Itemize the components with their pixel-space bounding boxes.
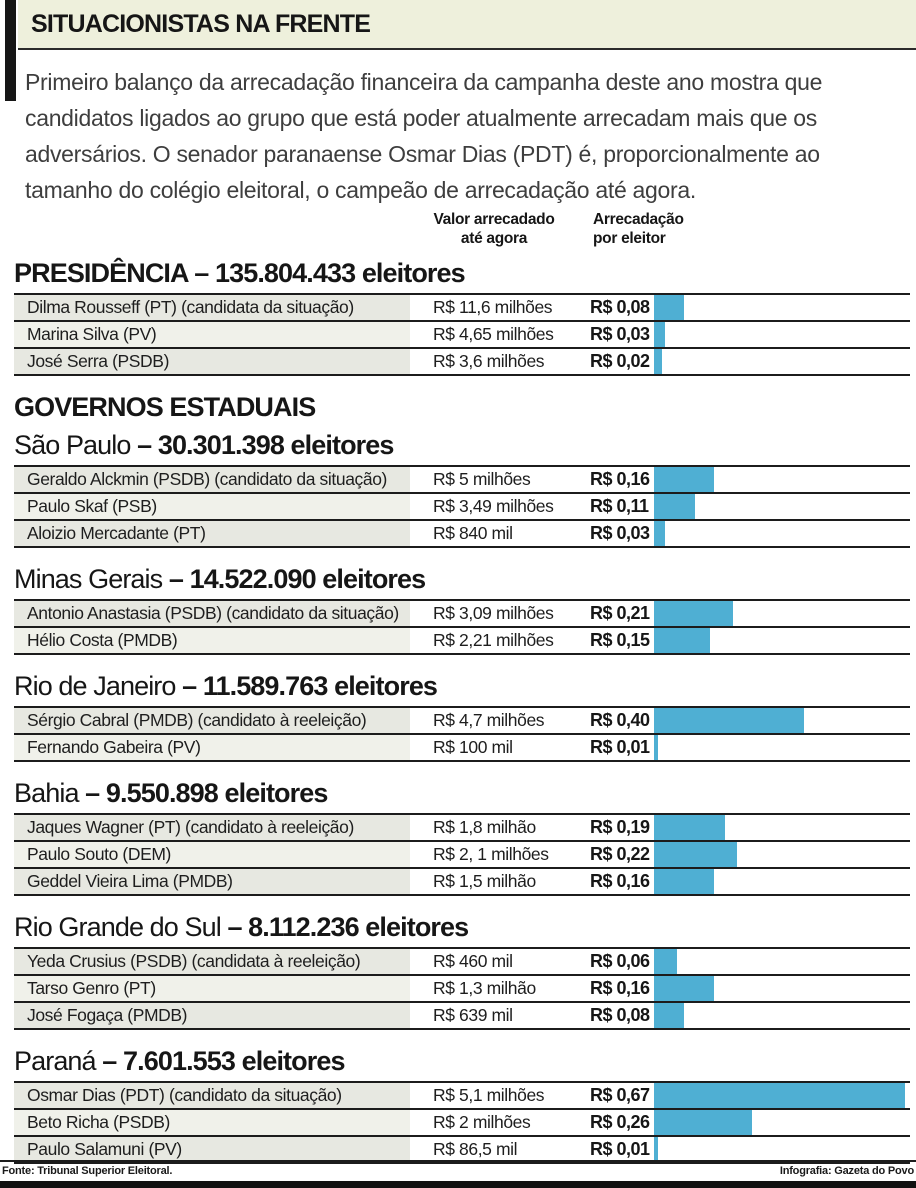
footer-credit: Infografia: Gazeta do Povo	[779, 1165, 914, 1177]
table-row	[14, 949, 910, 976]
section-heading	[14, 671, 910, 701]
states-slot	[0, 430, 916, 1164]
bar-track	[654, 815, 910, 840]
section-heading	[14, 1046, 910, 1076]
section-electorate: 14.522.090 eleitores	[189, 564, 426, 594]
per-voter-value: R$ 0,22	[590, 844, 650, 864]
table-row	[14, 601, 910, 628]
section-rows	[14, 947, 910, 1030]
section-electorate: 9.550.898 eleitores	[105, 778, 328, 808]
bar-track	[654, 349, 910, 374]
table-row	[14, 708, 910, 735]
per-voter-bar	[654, 1137, 658, 1162]
per-voter-value: R$ 0,08	[590, 297, 650, 317]
left-accent-bar	[5, 0, 16, 101]
candidate-name: Fernando Gabeira (PV)	[14, 735, 410, 760]
bar-track	[654, 467, 910, 492]
per-voter-bar	[654, 295, 684, 320]
candidate-name: Osmar Dias (PDT) (candidato da situação)	[14, 1083, 410, 1108]
section-heading	[14, 564, 910, 594]
table-row	[14, 1110, 910, 1137]
footer-source: Fonte: Tribunal Superior Eleitoral.	[2, 1165, 173, 1177]
table-row	[14, 349, 910, 376]
table-row	[14, 869, 910, 896]
per-voter-value: R$ 0,26	[590, 1112, 650, 1132]
raised-value: R$ 1,5 milhão	[433, 871, 536, 891]
section-heading	[14, 912, 910, 942]
heading-separator: –	[162, 564, 190, 594]
page-title: SITUACIONISTAS NA FRENTE	[31, 9, 371, 38]
section-rows	[14, 1081, 910, 1164]
per-voter-bar	[654, 976, 714, 1001]
bar-track	[654, 735, 910, 760]
per-voter-value: R$ 0,02	[590, 351, 650, 371]
candidate-name: Paulo Skaf (PSB)	[14, 494, 410, 519]
candidate-name: José Fogaça (PMDB)	[14, 1003, 410, 1028]
heading-separator: –	[130, 430, 158, 460]
bar-track	[654, 869, 910, 894]
candidate-name: José Serra (PSDB)	[14, 349, 410, 374]
bar-track	[654, 628, 910, 653]
candidate-name: Beto Richa (PSDB)	[14, 1110, 410, 1135]
table-row	[14, 295, 910, 322]
raised-column-header-line2: até agora	[460, 230, 528, 247]
per-voter-value: R$ 0,21	[590, 603, 650, 623]
raised-value: R$ 639 mil	[433, 1005, 513, 1025]
table-row	[14, 842, 910, 869]
per-voter-bar	[654, 601, 733, 626]
section	[14, 912, 910, 1030]
bar-track	[654, 1110, 910, 1135]
per-voter-column-header-line2: por eleitor	[593, 230, 666, 247]
raised-value: R$ 86,5 mil	[433, 1139, 518, 1159]
bar-track	[654, 1083, 910, 1108]
raised-value: R$ 460 mil	[433, 951, 513, 971]
presidencia-slot	[0, 258, 916, 376]
bar-track	[654, 708, 910, 733]
raised-value: R$ 840 mil	[433, 523, 513, 543]
per-voter-bar	[654, 628, 710, 653]
section-title: Rio Grande do Sul	[14, 912, 221, 942]
raised-value: R$ 2,21 milhões	[433, 630, 554, 650]
raised-value: R$ 1,8 milhão	[433, 817, 536, 837]
section-title: Minas Gerais	[14, 564, 163, 594]
per-voter-value: R$ 0,03	[590, 324, 650, 344]
per-voter-bar	[654, 815, 725, 840]
section-title: Paraná	[14, 1046, 96, 1076]
per-voter-value: R$ 0,15	[590, 630, 650, 650]
table-row	[14, 494, 910, 521]
section-title: São Paulo	[14, 430, 131, 460]
per-voter-value: R$ 0,01	[590, 737, 650, 757]
bar-track	[654, 295, 910, 320]
per-voter-value: R$ 0,03	[590, 523, 650, 543]
section-electorate: 7.601.553 eleitores	[123, 1046, 345, 1076]
intro-paragraph: Primeiro balanço da arrecadação financeira da campanha deste ano mostra que candidatos ligados ao grupo que está poder atualmente arrecadam mais que os adversários. O senador paranaense Osmar Dias (PDT) é, proporcionalmente ao tamanho do colégio eleitoral, o campeão de arrecadação até agora.	[25, 69, 823, 203]
per-voter-value: R$ 0,19	[590, 817, 650, 837]
footer	[0, 1160, 916, 1188]
raised-value: R$ 3,09 milhões	[433, 603, 554, 623]
candidate-name: Yeda Crusius (PSDB) (candidata à reeleição)	[14, 949, 410, 974]
section-heading	[14, 430, 910, 460]
per-voter-bar	[654, 1003, 684, 1028]
bar-track	[654, 949, 910, 974]
per-voter-bar	[654, 1083, 905, 1108]
raised-column-header	[425, 210, 563, 248]
per-voter-bar	[654, 521, 665, 546]
per-voter-value: R$ 0,11	[590, 496, 649, 516]
per-voter-value: R$ 0,67	[590, 1085, 650, 1105]
bar-track	[654, 976, 910, 1001]
section-title: Bahia	[14, 778, 79, 808]
section-title: Rio de Janeiro	[14, 671, 176, 701]
table-row	[14, 1083, 910, 1110]
candidate-name: Dilma Rousseff (PT) (candidata da situação)	[14, 295, 410, 320]
section-rows	[14, 599, 910, 655]
per-voter-bar	[654, 322, 665, 347]
section	[14, 258, 910, 376]
per-voter-column-header	[593, 210, 684, 248]
table-row	[14, 815, 910, 842]
per-voter-bar	[654, 349, 662, 374]
per-voter-bar	[654, 869, 714, 894]
bar-track	[654, 1003, 910, 1028]
table-row	[14, 322, 910, 349]
per-voter-value: R$ 0,40	[590, 710, 650, 730]
per-voter-bar	[654, 708, 804, 733]
raised-value: R$ 11,6 milhões	[433, 297, 553, 317]
section-rows	[14, 465, 910, 548]
per-voter-value: R$ 0,08	[590, 1005, 650, 1025]
raised-value: R$ 3,49 milhões	[433, 496, 554, 516]
per-voter-bar	[654, 735, 658, 760]
per-voter-value: R$ 0,06	[590, 951, 650, 971]
candidate-name: Sérgio Cabral (PMDB) (candidato à reeleição)	[14, 708, 410, 733]
bar-track	[654, 494, 910, 519]
raised-value: R$ 1,3 milhão	[433, 978, 536, 998]
section-heading	[14, 258, 910, 288]
section	[14, 671, 910, 762]
title-band	[18, 0, 916, 50]
section	[14, 778, 910, 896]
bar-track	[654, 521, 910, 546]
bar-track	[654, 1137, 910, 1162]
per-voter-value: R$ 0,01	[590, 1139, 650, 1159]
per-voter-column-header-line1: Arrecadação	[593, 211, 684, 228]
section-rows	[14, 706, 910, 762]
section	[14, 564, 910, 655]
per-voter-bar	[654, 1110, 752, 1135]
heading-separator: –	[95, 1046, 123, 1076]
section	[14, 430, 910, 548]
footer-row	[0, 1162, 916, 1181]
section-rows	[14, 293, 910, 376]
raised-value: R$ 4,7 milhões	[433, 710, 545, 730]
candidate-name: Tarso Genro (PT)	[14, 976, 410, 1001]
section-electorate: 135.804.433 eleitores	[214, 258, 465, 288]
heading-separator: –	[78, 778, 106, 808]
candidate-name: Geddel Vieira Lima (PMDB)	[14, 869, 410, 894]
per-voter-bar	[654, 494, 695, 519]
raised-value: R$ 5,1 milhões	[433, 1085, 545, 1105]
raised-value: R$ 100 mil	[433, 737, 513, 757]
per-voter-value: R$ 0,16	[590, 978, 650, 998]
section-electorate: 30.301.398 eleitores	[157, 430, 394, 460]
candidate-name: Paulo Souto (DEM)	[14, 842, 410, 867]
raised-value: R$ 5 milhões	[433, 469, 531, 489]
candidate-name: Geraldo Alckmin (PSDB) (candidato da situação)	[14, 467, 410, 492]
table-row	[14, 628, 910, 655]
heading-separator: –	[220, 912, 249, 942]
section-heading	[14, 778, 910, 808]
heading-separator: –	[175, 671, 203, 701]
section	[14, 1046, 910, 1164]
candidate-name: Jaques Wagner (PT) (candidato à reeleição)	[14, 815, 410, 840]
bar-track	[654, 601, 910, 626]
per-voter-bar	[654, 949, 677, 974]
per-voter-bar	[654, 467, 714, 492]
candidate-name: Paulo Salamuni (PV)	[14, 1137, 410, 1162]
raised-value: R$ 2, 1 milhões	[433, 844, 549, 864]
candidate-name: Hélio Costa (PMDB)	[14, 628, 410, 653]
section-electorate: 8.112.236 eleitores	[248, 912, 469, 942]
heading-separator: –	[187, 258, 215, 288]
section-rows	[14, 813, 910, 896]
per-voter-value: R$ 0,16	[590, 871, 650, 891]
candidate-name: Aloizio Mercadante (PT)	[14, 521, 410, 546]
estaduais-heading: GOVERNOS ESTADUAIS	[14, 392, 316, 422]
section-title: PRESIDÊNCIA	[14, 258, 188, 288]
table-row	[14, 735, 910, 762]
column-headers	[0, 210, 916, 250]
raised-column-header-line1: Valor arrecadado	[433, 211, 555, 228]
bar-track	[654, 322, 910, 347]
raised-value: R$ 3,6 milhões	[433, 351, 545, 371]
section-electorate: 11.589.763 eleitores	[202, 671, 438, 701]
per-voter-bar	[654, 842, 737, 867]
per-voter-value: R$ 0,16	[590, 469, 650, 489]
table-row	[14, 467, 910, 494]
candidate-name: Marina Silva (PV)	[14, 322, 410, 347]
footer-bottom-bar	[0, 1181, 916, 1188]
candidate-name: Antonio Anastasia (PSDB) (candidato da situação)	[14, 601, 410, 626]
table-row	[14, 521, 910, 548]
table-row	[14, 1003, 910, 1030]
table-row	[14, 976, 910, 1003]
bar-track	[654, 842, 910, 867]
raised-value: R$ 4,65 milhões	[433, 324, 554, 344]
raised-value: R$ 2 milhões	[433, 1112, 531, 1132]
